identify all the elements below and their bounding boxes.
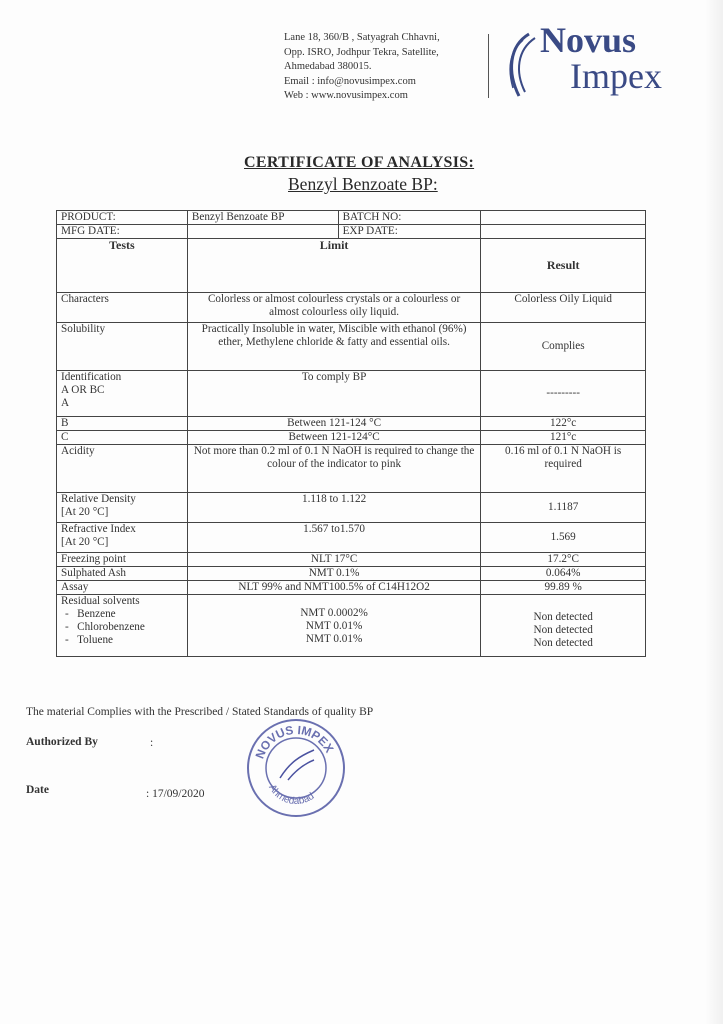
address-line: Ahmedabad 380015. [284, 61, 372, 72]
table-row [57, 431, 646, 445]
test-limit: Between 121-124°C [187, 431, 480, 445]
solvent-name: Toluene [77, 634, 113, 646]
test-result: 17.2°C [481, 553, 646, 567]
svg-text:NOVUS IMPEX: NOVUS IMPEX [252, 722, 337, 761]
identification-a: A [61, 397, 70, 409]
test-name [57, 371, 188, 417]
table-row [57, 293, 646, 323]
test-limit: 1.567 to1.570 [187, 523, 480, 553]
product-subtitle: Benzyl Benzoate BP: [288, 174, 438, 194]
test-limit: NLT 17°C [187, 553, 480, 567]
exp-label: EXP DATE: [338, 225, 481, 239]
exp-value [481, 225, 646, 239]
company-seal-stamp [244, 716, 348, 820]
product-value: Benzyl Benzoate BP [187, 211, 338, 225]
analysis-table [56, 210, 646, 657]
batch-value [481, 211, 646, 225]
identification-sub: A OR BC [61, 384, 105, 396]
table-row [57, 567, 646, 581]
test-name: Freezing point [57, 553, 188, 567]
test-limit: Colorless or almost colourless crystals or a colourless or almost colourless oily liquid. [187, 293, 480, 323]
test-name: Characters [57, 293, 188, 323]
test-name [57, 595, 188, 657]
test-name: Acidity [57, 445, 188, 493]
identification-label: Identification [61, 371, 122, 383]
header-divider [488, 34, 489, 98]
refractive-condition: [At 20 °C] [61, 536, 109, 548]
mfg-label: MFG DATE: [57, 225, 188, 239]
address-line: Lane 18, 360/B , Satyagrah Chhavni, [284, 32, 440, 43]
test-result: 0.16 ml of 0.1 N NaOH is required [481, 445, 646, 493]
test-name: Sulphated Ash [57, 567, 188, 581]
header-row [57, 239, 646, 293]
test-limit: 1.118 to 1.122 [187, 493, 480, 523]
mfg-value [187, 225, 338, 239]
list-item: - Toluene [65, 634, 113, 646]
refractive-label: Refractive Index [61, 523, 136, 535]
table-row [57, 523, 646, 553]
table-row [57, 445, 646, 493]
list-item: - Benzene [65, 608, 116, 620]
test-result [481, 595, 646, 657]
product-row [57, 211, 646, 225]
test-result: Complies [481, 323, 646, 371]
solvent-result: Non detected [533, 637, 593, 649]
test-limit: Between 121-124 °C [187, 417, 480, 431]
logo-word-impex: Impex [570, 56, 662, 96]
table-row [57, 417, 646, 431]
test-result: --------- [481, 371, 646, 417]
batch-label: BATCH NO: [338, 211, 481, 225]
solvent-list [61, 608, 183, 647]
solvent-result: Non detected [533, 624, 593, 636]
test-limit [187, 595, 480, 657]
test-result: 122°c [481, 417, 646, 431]
density-label: Relative Density [61, 493, 136, 505]
test-result: 0.064% [481, 567, 646, 581]
page-edge-shadow [705, 0, 723, 1024]
residual-solvents-label: Residual solvents [61, 595, 140, 607]
col-limit-header: Limit [187, 239, 480, 293]
table-row [57, 595, 646, 657]
test-limit: NLT 99% and NMT100.5% of C14H12O2 [187, 581, 480, 595]
company-address [284, 31, 440, 104]
table-row [57, 371, 646, 417]
test-limit: NMT 0.1% [187, 567, 480, 581]
company-logo [540, 22, 662, 94]
table-row [57, 493, 646, 523]
density-condition: [At 20 °C] [61, 506, 109, 518]
solvent-limit: NMT 0.01% [305, 620, 363, 632]
test-result: 121°c [481, 431, 646, 445]
authorized-by-colon: : [150, 737, 154, 749]
solvent-name: Chlorobenzene [77, 621, 145, 633]
address-web: Web : www.novusimpex.com [284, 90, 408, 101]
col-tests-header: Tests [57, 239, 188, 293]
test-result: 1.1187 [481, 493, 646, 523]
test-name [57, 523, 188, 553]
authorized-by-label: Authorized By [26, 736, 98, 748]
solvent-result: Non detected [533, 611, 593, 623]
logo-word-novus: Novus [540, 20, 637, 60]
certificate-title: CERTIFICATE OF ANALYSIS: [244, 154, 475, 171]
solvent-limit: NMT 0.0002% [300, 607, 368, 619]
test-limit: To comply BP [187, 371, 480, 417]
test-limit: Not more than 0.2 ml of 0.1 N NaOH is required to change the colour of the indicator to pink [187, 445, 480, 493]
test-limit: Practically Insoluble in water, Miscible with ethanol (96%) ether, Methylene chloride & fatty and essential oils. [187, 323, 480, 371]
test-result: 99.89 % [481, 581, 646, 595]
test-result: Colorless Oily Liquid [481, 293, 646, 323]
table-row [57, 323, 646, 371]
col-result-header: Result [481, 239, 646, 293]
table-row [57, 581, 646, 595]
compliance-statement: The material Complies with the Prescribed / Stated Standards of quality BP [26, 706, 374, 718]
date-value: : 17/09/2020 [146, 788, 205, 800]
test-name [57, 493, 188, 523]
svg-text:Ahmedabad: Ahmedabad [266, 782, 317, 808]
product-label: PRODUCT: [57, 211, 188, 225]
test-name: C [57, 431, 188, 445]
address-line: Opp. ISRO, Jodhpur Tekra, Satellite, [284, 46, 439, 58]
test-name: B [57, 417, 188, 431]
table-row [57, 553, 646, 567]
solvent-limit: NMT 0.01% [305, 633, 363, 645]
list-item: - Chlorobenzene [65, 621, 145, 633]
test-result: 1.569 [481, 523, 646, 553]
address-email: Email : info@novusimpex.com [284, 75, 416, 87]
solvent-name: Benzene [77, 608, 116, 620]
date-label: Date [26, 784, 49, 796]
novus-logo-swirl-icon [503, 30, 539, 100]
test-name: Solubility [57, 323, 188, 371]
test-name: Assay [57, 581, 188, 595]
date-row [57, 225, 646, 239]
